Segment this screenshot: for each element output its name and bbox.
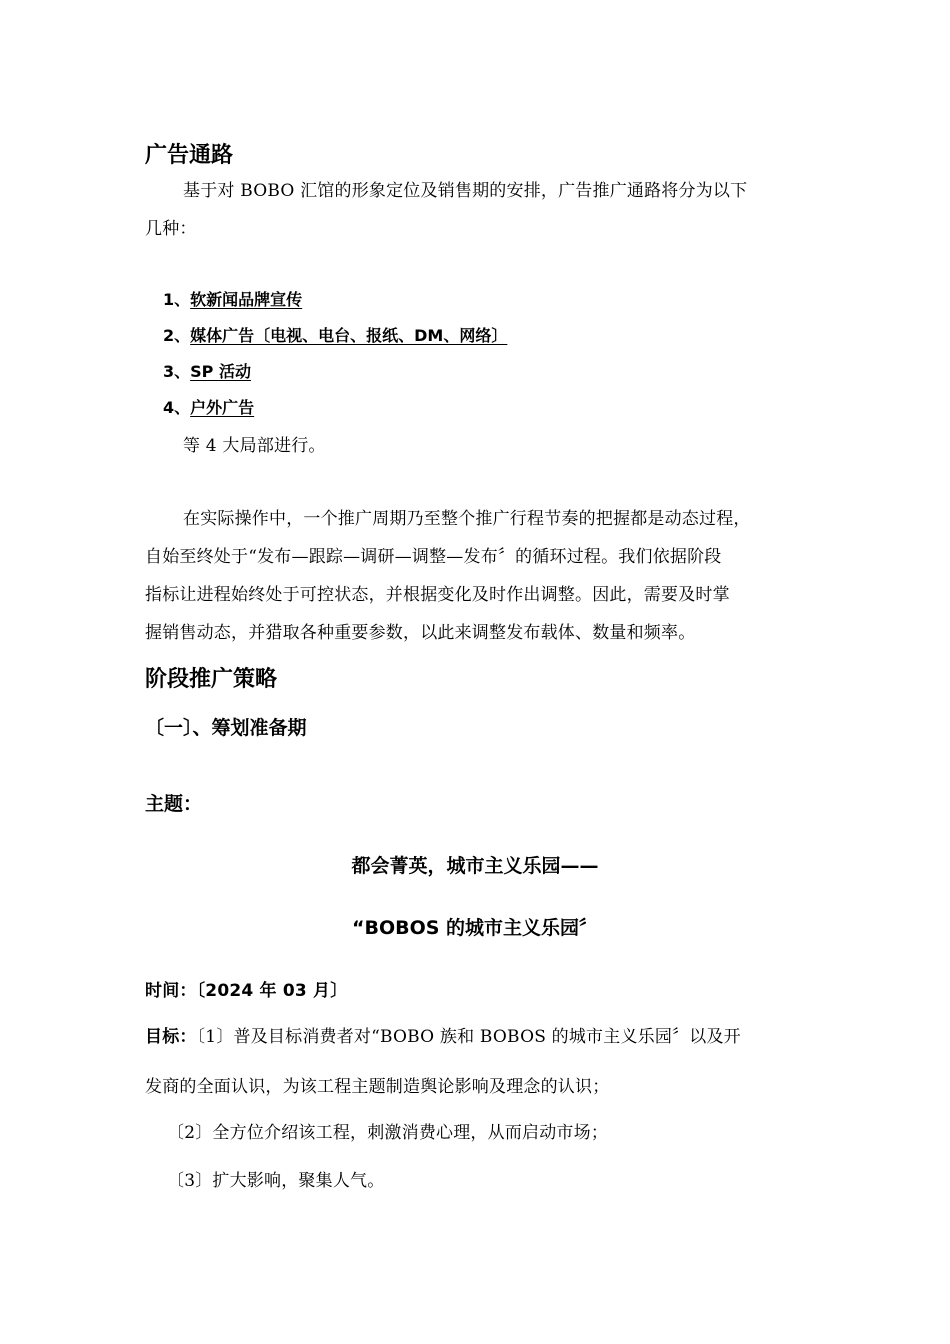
theme-line-2: “BOBOS 的城市主义乐园〞 (351, 917, 599, 939)
para-line-3: 指标让进程始终处于可控状态，并根据变化及时作出调整。因此，需要及时掌 (145, 585, 730, 605)
phase-title: 〔一〕、筹划准备期 (145, 717, 307, 739)
goal-line-1: 〔1〕普及目标消费者对“BOBO 族和 BOBOS 的城市主义乐园〞以及开 (196, 1027, 741, 1047)
intro-line-1: 基于对 BOBO 汇馆的形象定位及销售期的安排，广告推广通路将分为以下 (183, 181, 748, 201)
list-item-text: SP 活动 (190, 362, 251, 381)
para-line-4: 握销售动态，并猎取各种重要参数，以此来调整发布载体、数量和频率。 (145, 623, 696, 643)
list-item-text: 软新闻品牌宣传 (190, 290, 303, 309)
list-item-2 (163, 323, 507, 346)
time-row (145, 976, 347, 1001)
para-line-1: 在实际操作中，一个推广周期乃至整个推广行程节奏的把握都是动态过程， (183, 509, 751, 529)
time-value: 〔2024 年 03 月〕 (196, 981, 348, 1001)
para-line-2: 自始至终处于“发布—跟踪—调研—调整—发布〞的循环过程。我们依据阶段 (145, 547, 722, 567)
time-label: 时间： (145, 981, 197, 1001)
heading-strategy: 阶段推广策略 (145, 667, 278, 692)
list-item-number: 4、 (163, 398, 191, 417)
list-item-3 (163, 359, 251, 382)
list-item-1 (163, 287, 302, 310)
list-item-number: 2、 (163, 326, 191, 345)
intro-line-2: 几种： (145, 219, 197, 239)
list-item-text: 户外广告 (190, 398, 255, 417)
goal-item-2: 〔2〕全方位介绍该工程，刺激消费心理，从而启动市场； (167, 1123, 609, 1143)
list-item-text: 媒体广告〔电视、电台、报纸、DM、网络〕 (190, 326, 508, 345)
goal-item-3: 〔3〕扩大影响，聚集人气。 (167, 1171, 385, 1191)
list-item-number: 1、 (163, 290, 191, 309)
list-item-4 (163, 395, 254, 418)
heading-ad-channels: 广告通路 (145, 143, 234, 168)
goal-label: 目标： (145, 1027, 197, 1047)
summary-text: 等 4 大局部进行。 (183, 436, 326, 456)
list-item-number: 3、 (163, 362, 191, 381)
theme-line-1: 都会菁英，城市主义乐园—— (351, 855, 599, 877)
goal-line-2: 发商的全面认识，为该工程主题制造舆论影响及理念的认识； (145, 1077, 610, 1097)
theme-label: 主题： (145, 793, 203, 815)
goal-row (145, 1022, 741, 1047)
